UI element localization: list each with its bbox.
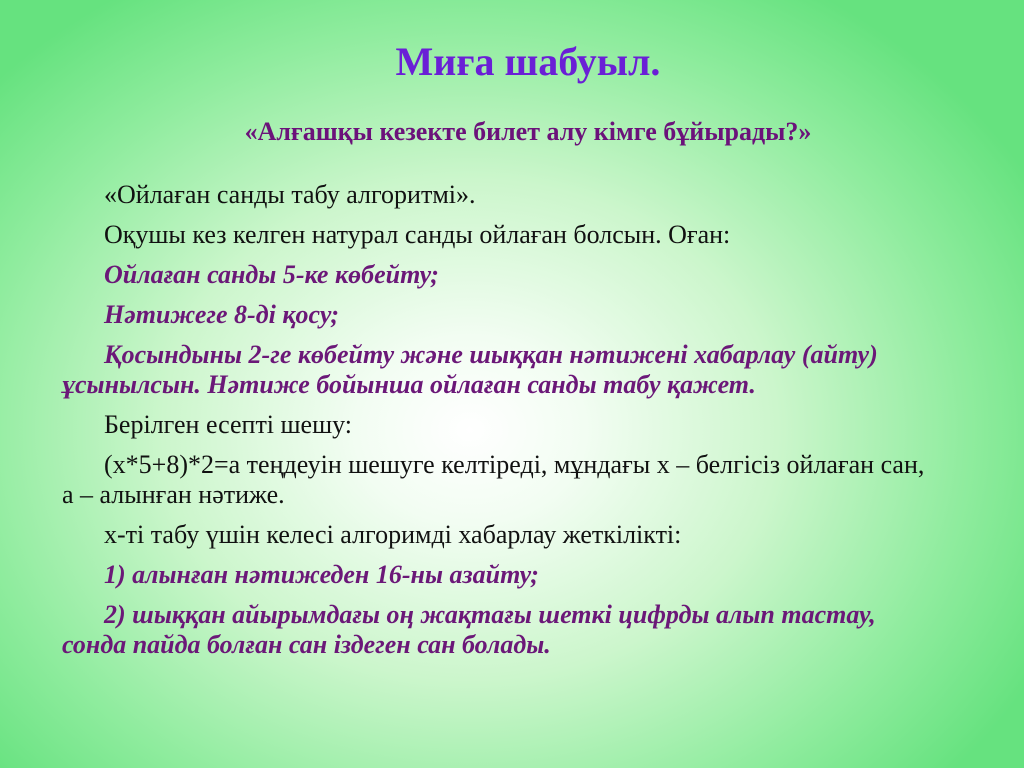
step-subtract-16: 1) алынған нәтижеден 16-ны азайту; <box>104 560 539 589</box>
paragraph-equation: (х*5+8)*2=а теңдеуін шешуге келтіреді, мұндағы х – белгісіз ойлаған сан, а – алынған нәтиже. <box>62 450 925 509</box>
paragraph-intro: Оқушы кез келген натурал санды ойлаған болсын. Оған: <box>104 220 731 249</box>
step-multiply-by-5: Ойлаған санды 5-ке көбейту; <box>104 260 439 289</box>
slide-subtitle: «Алғашқы кезекте билет алу кімге бұйырады?» <box>244 117 812 146</box>
paragraph-solve-heading: Берілген есепті шешу: <box>104 410 352 439</box>
slide-body <box>62 180 942 670</box>
paragraph-find-x: х-ті табу үшін келесі алгоримді хабарлау жеткілікті: <box>104 520 682 549</box>
step-multiply-by-2: Қосындыны 2-ге көбейту және шыққан нәтижені хабарлау (айту) ұсынылсын. Нәтиже бойынша ойлаған санды табу қажет. <box>62 340 878 399</box>
step-drop-last-digit: 2) шыққан айырымдағы оң жақтағы шеткі цифрды алып тастау, сонда пайда болған сан іздеген сан болады. <box>62 600 876 659</box>
paragraph-algorithm-name: «Ойлаған санды табу алгоритмі». <box>104 180 476 209</box>
slide-title: Миға шабуыл. <box>395 39 661 84</box>
step-add-8: Нәтижеге 8-ді қосу; <box>104 300 340 329</box>
